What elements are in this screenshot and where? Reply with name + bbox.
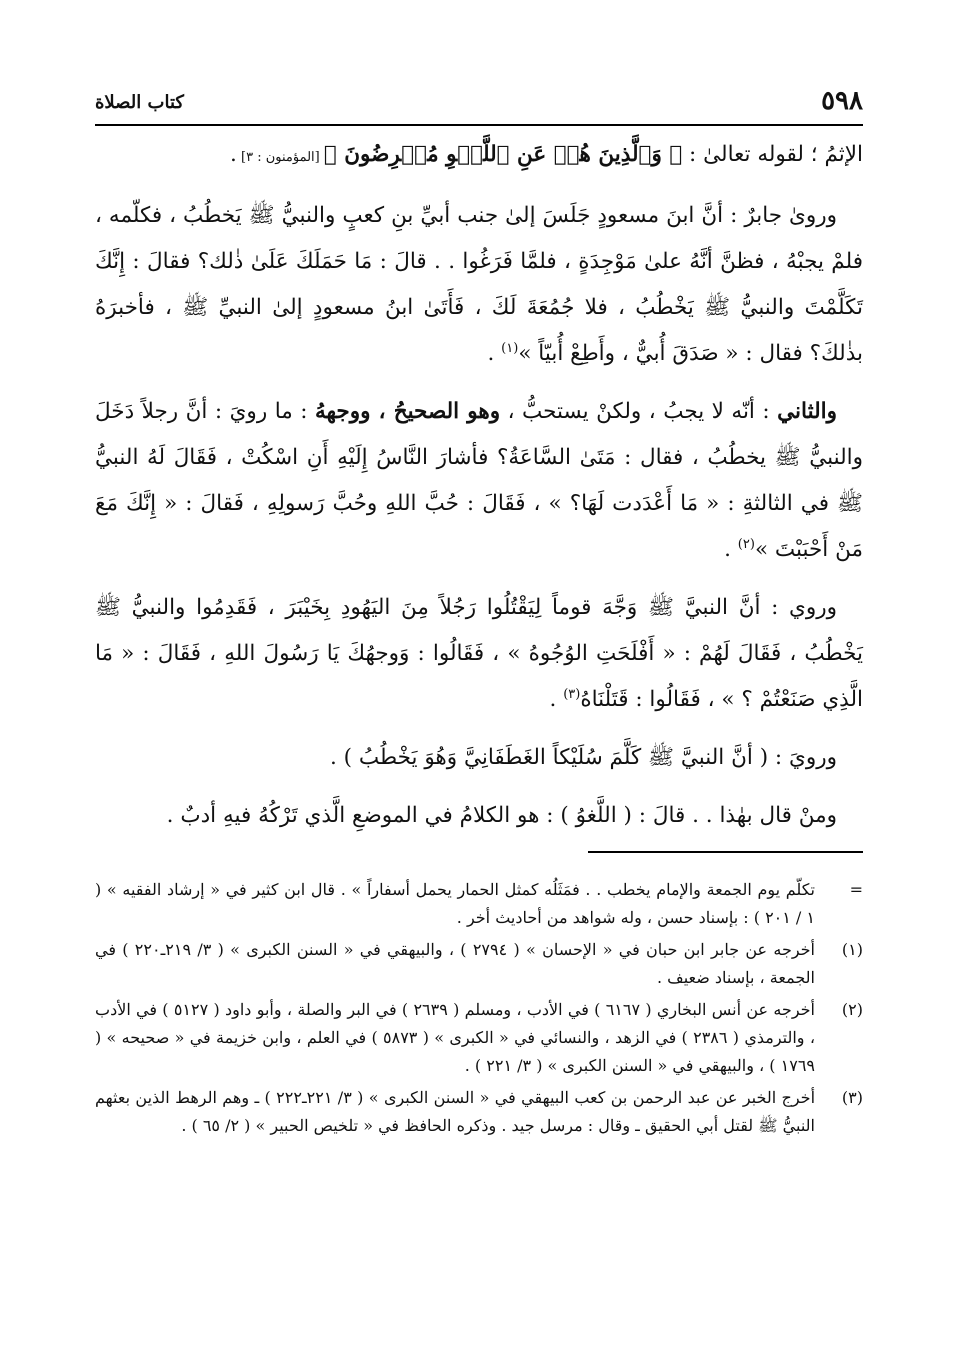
footnote-continued: = تكلّم يوم الجمعة والإمام يخطب . . فمَثَلُه كمثل الحمار يحمل أسفاراً » . قال ابن كثير في « إرشاد الفقيه » ( ١ / ٢٠١ ) : بإسناد حسن ، وله شواهد من أحاديث أخر . [95,880,863,927]
paragraph-3: والثاني : أنّه لا يجبُ ، ولكنْ يستحبُّ ، وهو الصحيحُ ، ووجههُ : ما رويَ : أنَّ رجلاً دَخَلَ والنبيُّ ﷺ يخطُبُ ، فقال : مَتَىٰ السَّاعَةُ؟ فأشارَ النَّاسُ إِلَيْهِ أَنِ اسْكُتْ ، فَقَالَ لَهُ النبيُّ ﷺ في الثالثةِ : « مَا أَعْدَدت لَهَا؟ » ، فَقَالَ : حُبَّ اللهِ وحُبَّ رَسولِهِ ، فَقالَ : « إِنَّكَ مَعَ مَنْ أَحْبَبْتَ »$^{(٢)}$ . [95,399,863,562]
footnote-2: (٢) أخرجه عن أنس البخاري ( ٦١٦٧ ) في الأدب ، ومسلم ( ٢٦٣٩ ) في البر والصلة ، وأبو داود ( ٥١٢٧ ) في الأدب ، والترمذي ( ٢٣٨٦ ) في الزهد ، والنسائي في « الكبرى » ( ٥٨٧٣ ) في العلم ، وابن خزيمة في « صحيحه » ( ١٧٦٩ ) ، والبيهقي في « السنن الكبرى » ( ٣/ ٢٢١ ) . [95,1000,863,1075]
header-rule [95,124,863,126]
bold-phrase: وهو الصحيحُ ، ووجههُ [314,399,501,424]
running-title: كتاب الصلاة [95,92,184,113]
main-text [95,132,863,851]
footnote-3: (٣) أخرج الخبر عن عبد الرحمن بن كعب البيهقي في « السنن الكبرى » ( ٣/ ٢٢١ـ٢٢٢ ) ـ وهم الرهط الذين بعثهم النبيُّ ﷺ لقتل أبي الحقيق ـ وقال : مرسل جيد . وذكره الحافظ في « تلخيص الحبير » ( ٢/ ٦٥ ) . [95,1088,863,1135]
paragraph-5: ورويَ : ( أنَّ النبيَّ ﷺ كَلَّمَ سُلَيْكاً الغَطَفَانِيَّ وَهُوَ يَخْطُبُ ) . [329,745,837,770]
footnote-marker-1: (١) [501,340,519,356]
paragraph-6: ومنْ قال بهٰذا . . قالَ : ( اللَّغوُ ) : هو الكلامُ في الموضعِ الَّذي تَرْكُهُ فيهِ أدبٌ . [166,803,837,828]
second-opinion-label: والثاني [777,399,837,424]
footnote-marker-2: (٢) [737,536,755,552]
page-number: ٥٩٨ [821,86,863,116]
footnote-1: (١) أخرجه عن جابر ابن حبان في « الإحسان » ( ٢٧٩٤ ) ، والبيهقي في « السنن الكبرى » ( ٣/ ٢١٩ـ٢٢٠ ) في الجمعة ، بإسناد ضعيف . [95,940,863,987]
footnote-separator [588,851,863,853]
page-header [95,86,863,120]
quran-verse: ﴿ وَٱلَّذِينَ هُمۡ عَنِ ٱللَّغۡوِ مُعۡرِضُونَ ﴾ [323,142,683,167]
footnotes [95,876,863,1144]
paragraph-2: ورویٰ جابرٌ : أنَّ ابنَ مسعودٍ جَلَسَ إلىٰ جنب أبيِّ بنِ كعبٍ والنبيُّ ﷺ يَخطُبُ ، فكلّمه ، فلمْ يجبْهُ ، فظنَّ أنَّهُ علىٰ مَوْجِدَةٍ ، فلمَّا فَرَغُوا . . قالَ : مَا حَمَلَكَ عَلَىٰ ذٰلك؟ فقالَ : إِنَّكَ تَكَلَّمْتَ والنبيُّ ﷺ يَخْطُبُ ، فلا جُمُعَةَ لَكَ ، فَأَتَىٰ ابنُ مسعودٍ إلىٰ النبيِّ ﷺ ، فأخبرَهُ بذٰلكَ؟ فقال : « صَدَقَ أُبيٌّ ، وأَطِعْ أُبيّاً »$^{(١)}$ . [95,203,863,366]
verse-reference: [المؤمنون : ٣] [236,150,324,165]
paragraph-4: وروي : أنَّ النبيَّ ﷺ وَجَّهَ قوماً لِيَقْتُلُوا رَجُلاً مِنَ اليَهُودِ بِخَيْبَرَ ، فَقَدِمُوا والنبيُّ ﷺ يَخْطُبُ ، فَقَالَ لَهُمْ : « أَفْلَحَتِ الوُجُوهُ » ، فَقَالُوا : وَوجهُكَ يَا رَسُولَ اللهِ ، فَقَالَ : « مَا الَّذِي صَنَعْتُمْ ؟ » ، فَقَالُوا : قَتَلْنَاهُ$^{(٣)}$ . [95,595,863,712]
footnote-marker-3: (٣) [563,686,581,702]
paragraph-1: الإثمُ ؛ لقوله تعالىٰ : ﴿ وَٱلَّذِينَ هُمۡ عَنِ ٱللَّغۡوِ مُعۡرِضُونَ ﴾ [المؤمنون : ٣] . [230,142,863,167]
